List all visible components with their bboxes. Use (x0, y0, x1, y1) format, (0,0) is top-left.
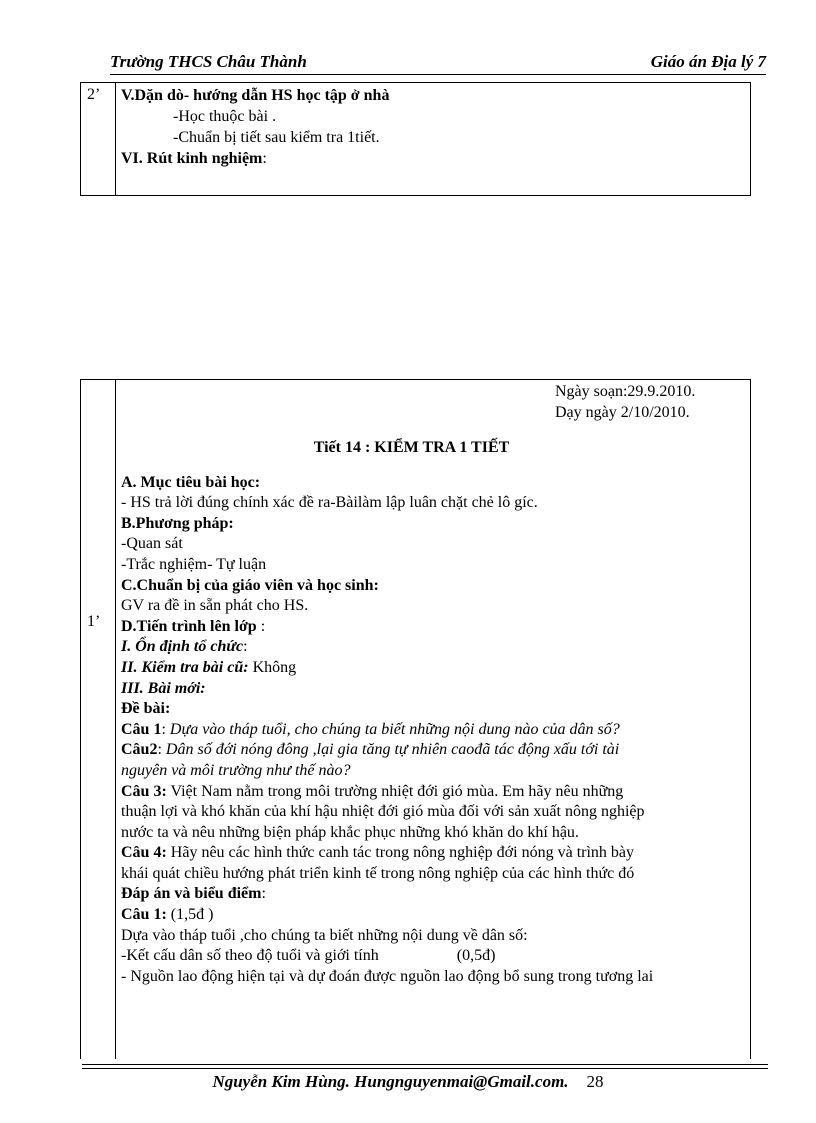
section-ii-heading: II. Kiểm tra bài cũ: Không (121, 658, 297, 676)
section-i-heading: I. Ổn định tổ chức: (121, 638, 248, 656)
answer-1-heading: Câu 1: (1,5đ ) (121, 906, 214, 924)
section-b-item: -Trắc nghiệm- Tự luận (121, 555, 267, 573)
dates-block (555, 382, 695, 423)
page-header (110, 52, 766, 75)
answer-heading: Đáp án và biểu điểm: (121, 885, 266, 903)
page-number: 28 (586, 1072, 604, 1091)
question-3: Câu 3: Việt Nam nằm trong môi trường nhiệt đới gió mùa. Em hãy nêu những (121, 782, 624, 800)
page-footer (0, 1072, 816, 1092)
section-a-heading: A. Mục tiêu bài học: (121, 473, 261, 491)
section-b-heading: B.Phương pháp: (121, 514, 234, 532)
date-taught: Dạy ngày 2/10/2010. (555, 403, 690, 421)
column-divider (115, 380, 116, 1059)
section-c-heading: C.Chuẩn bị của giáo viên và học sinh: (121, 576, 379, 594)
table1-content (121, 85, 742, 169)
time-cell: 1’ (87, 613, 101, 630)
homework-line: -Học thuộc bài . (173, 108, 277, 125)
homework-line: -Chuẩn bị tiết sau kiểm tra 1tiết. (173, 129, 380, 146)
lesson-title: Tiết 14 : KIỂM TRA 1 TIẾT (313, 439, 510, 456)
section-a-text: - HS trả lời đúng chính xác đề ra-Bàilàm lập luân chặt chẻ lô gíc. (121, 494, 538, 512)
exam-heading: Đề bài: (121, 700, 171, 718)
question-3-cont: thuận lợi và khó khăn của khí hậu nhiệt đới gió mùa đối với sản xuất nông nghiệp (121, 803, 645, 821)
time-cell: 2’ (87, 86, 101, 103)
question-4: Câu 4: Hãy nêu các hình thức canh tác trong nông nghiệp đới nóng và trình bày (121, 844, 635, 862)
section-b-item: -Quan sát (121, 535, 183, 553)
answer-1-line: -Kết cấu dân số theo độ tuổi và giới tính (0,5đ) (121, 947, 496, 965)
footer-rule (82, 1064, 768, 1069)
school-name: Trường THCS Châu Thành (110, 52, 307, 71)
question-3-cont: nước ta và nêu những biện pháp khắc phục những khó khăn do khí hậu. (121, 823, 579, 841)
question-2: Câu2: Dân số đới nóng đông ,lại gia tăng tự nhiên caođã tác động xấu tới tài (121, 741, 620, 759)
column-divider (115, 83, 116, 195)
answer-1-line: - Nguồn lao động hiện tại và dự đoán được nguồn lao động bổ sung trong tương lai (121, 967, 654, 985)
lesson-table-continued (80, 82, 751, 196)
question-2-cont: nguyên và môi trường như thế nào? (121, 761, 351, 779)
homework-heading: V.Dặn dò- hướng dẫn HS học tập ở nhà (121, 87, 390, 104)
experience-heading: VI. Rút kinh nghiệm: (121, 150, 267, 167)
question-1: Câu 1: Dựa vào tháp tuổi, cho chúng ta biết những nội dung nào của dân số? (121, 720, 620, 738)
section-iii-heading: III. Bài mới: (121, 679, 206, 697)
question-4-cont: khái quát chiều hướng phát triển kinh tế trong nông nghiệp của các hình thức đó (121, 864, 635, 882)
section-d-heading: D.Tiến trình lên lớp : (121, 617, 266, 635)
date-prepared: Ngày soạn:29.9.2010. (555, 383, 696, 400)
section-c-text: GV ra đề in sẵn phát cho HS. (121, 597, 309, 615)
author-signature: Nguyễn Kim Hùng. Hungnguyenmai@Gmail.com. (212, 1072, 569, 1091)
lesson-table (80, 379, 751, 1059)
answer-1-intro: Dựa vào tháp tuổi ,cho chúng ta biết những nội dung về dân số: (121, 926, 528, 944)
subject-name: Giáo án Địa lý 7 (650, 52, 766, 71)
table2-content (121, 382, 742, 987)
